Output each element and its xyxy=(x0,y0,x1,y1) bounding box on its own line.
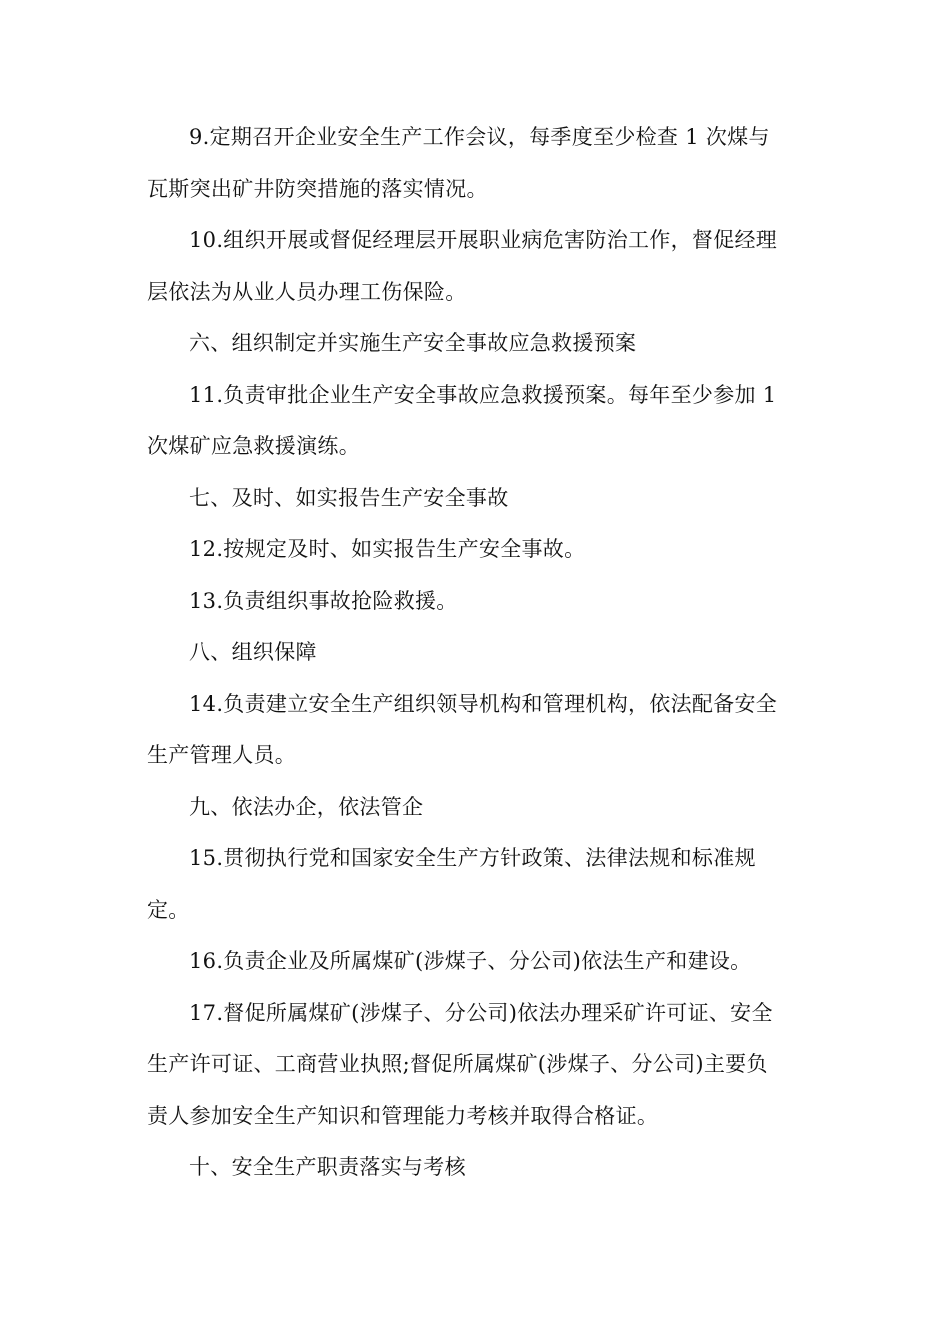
paragraph-line: 15.贯彻执行党和国家安全生产方针政策、法律法规和标准规 xyxy=(189,846,756,870)
paragraph-item-11 xyxy=(147,370,803,473)
paragraph-item-9 xyxy=(147,112,803,215)
section-heading-8 xyxy=(147,627,803,679)
section-heading-10 xyxy=(147,1142,803,1194)
paragraph-line: 责人参加安全生产知识和管理能力考核并取得合格证。 xyxy=(147,1103,659,1128)
paragraph-item-16 xyxy=(147,936,803,988)
paragraph-item-10 xyxy=(147,215,803,318)
heading-line: 九、依法办企，依法管企 xyxy=(189,794,424,819)
heading-line: 七、及时、如实报告生产安全事故 xyxy=(189,485,509,510)
paragraph-line: 定。 xyxy=(147,897,190,922)
section-heading-9 xyxy=(147,782,803,834)
paragraph-line: 17.督促所属煤矿(涉煤子、分公司)依法办理采矿许可证、安全 xyxy=(189,1000,773,1025)
paragraph-line: 13.负责组织事故抢险救援。 xyxy=(189,588,458,613)
paragraph-line: 9.定期召开企业安全生产工作会议，每季度至少检查 1 次煤与 xyxy=(189,125,770,149)
paragraph-line: 层依法为从业人员办理工伤保险。 xyxy=(147,279,467,304)
paragraph-item-14 xyxy=(147,679,803,782)
paragraph-line: 次煤矿应急救援演练。 xyxy=(147,434,360,458)
paragraph-line: 11.负责审批企业生产安全事故应急救援预案。每年至少参加 1 xyxy=(189,382,777,407)
heading-line: 六、组织制定并实施生产安全事故应急救援预案 xyxy=(189,331,637,355)
paragraph-line: 生产管理人员。 xyxy=(147,743,297,767)
paragraph-line: 14.负责建立安全生产组织领导机构和管理机构，依法配备安全 xyxy=(189,691,778,716)
paragraph-line: 10.组织开展或督促经理层开展职业病危害防治工作，督促经理 xyxy=(189,228,778,252)
document-body xyxy=(147,112,803,1194)
paragraph-item-13 xyxy=(147,576,803,628)
section-heading-7 xyxy=(147,473,803,525)
heading-line: 十、安全生产职责落实与考核 xyxy=(189,1155,466,1179)
section-heading-6 xyxy=(147,318,803,370)
paragraph-item-17 xyxy=(147,988,803,1143)
heading-line: 八、组织保障 xyxy=(189,640,317,664)
paragraph-line: 16.负责企业及所属煤矿(涉煤子、分公司)依法生产和建设。 xyxy=(189,949,752,973)
paragraph-line: 瓦斯突出矿井防突措施的落实情况。 xyxy=(147,176,488,201)
paragraph-line: 生产许可证、工商营业执照;督促所属煤矿(涉煤子、分公司)主要负 xyxy=(147,1052,768,1076)
paragraph-item-15 xyxy=(147,833,803,936)
paragraph-item-12 xyxy=(147,524,803,576)
paragraph-line: 12.按规定及时、如实报告生产安全事故。 xyxy=(189,537,586,561)
